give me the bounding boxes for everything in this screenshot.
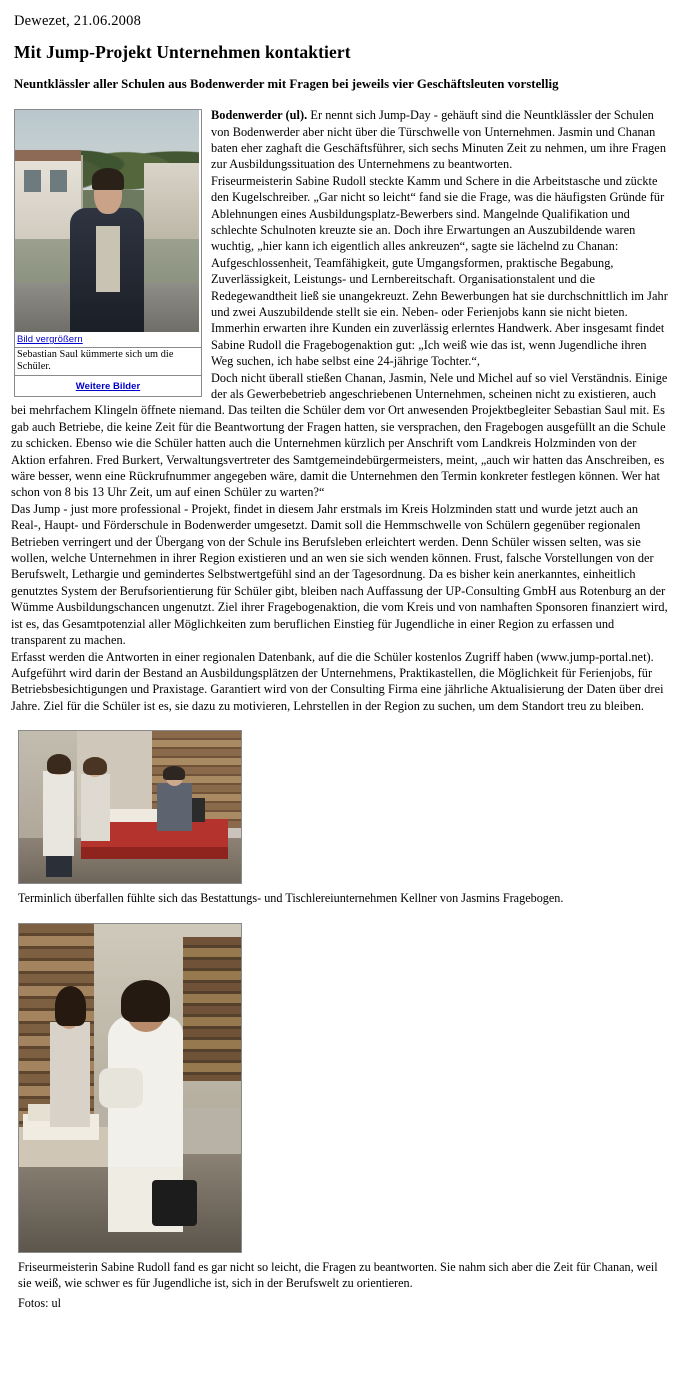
more-images-link[interactable]: Weitere Bilder: [75, 381, 141, 393]
secondary-photo-caption: Terminlich überfallen fühlte sich das Bestattungs- und Tischlereiunternehmen Kellner von Jasmins Fragebogen.: [18, 891, 564, 906]
main-photo-caption: Sebastian Saul kümmerte sich um die Schüler.: [15, 347, 201, 376]
article-paragraph-3: Doch nicht überall stießen Chanan, Jasmin, Nele und Michel auf so viel Verständnis. Einige der als Gewerbebetrieb angeschriebenen Unternehmen, scheinen nicht zu existieren, auch bei mehrfachem Klingeln öffnete niemand. Das teilten die Schüler dem vor Ort anwesenden Projektbegleiter Sebastian Saul mit. Es gab auch Betriebe, die keine Zeit für die Beantwortung der Fragen hatten, sie versprachen, den Fragebogen ausgefüllt an die Schule zu schicken. Ebenso wie die Schüler hatten auch die Unternehmen kürzlich per Anschrift vom Landkreis Holzminden von der Aktion erfahren. Fred Burkert, Verwaltungsvertreter des Samtgemeindebürgermeisters, meint, „auch wir hatten das Anschreiben, es wäre besser, wenn eine Rückrufnummer angegeben wäre, damit die Unternehmen den Termin konkreter festlegen können. Wer hat schon von 8 bis 13 Uhr Zeit, um auf einen Schüler zu warten?“: [11, 370, 668, 500]
article-body: [11, 107, 668, 714]
secondary-photo-image: [18, 730, 242, 884]
article-lead-in: Bodenwerder (ul).: [211, 108, 308, 123]
tertiary-photo-block: [11, 923, 668, 1312]
source-line: Dewezet, 21.06.2008: [14, 13, 142, 29]
main-photo-image: [15, 110, 199, 332]
article-paragraph-4: Das Jump - just more professional - Projekt, findet in diesem Jahr erstmals im Kreis Holzminden statt und wurde jetzt auch an Real-, Haupt- und Förderschule in Bodenwerder umgesetzt. Damit soll die Hemmschwelle von Schülern gegenüber regionalen Betrieben verringert und der Übergang von der Schule ins Berufsleben erleichtert werden. Denn Schüler wissen selten, was sie wollen, welche Unternehmen in ihrer Region existieren und an wen sie sich wenden können. Frust, falsche Vorstellungen von der Berufswelt, Lethargie und gemindertes Selbstwertgefühl sind an der Tagesordnung. Da es bisher kein anerkanntes, einheitlich genutztes System der Berufsorientierung für Schüler gibt, bleiben nach Auffassung der UP-Consulting GmbH aus Rotenburg an der Wümme Ausbildungschancen ungenutzt. Ziel ihrer Fragebogenaktion, die vom Kreis und von namhaften Sponsoren finanziert wird, ist es, das Gesamtpotenzial aller Möglichkeiten zum beruflichen Einstieg für Jugendliche in einer Region zu erfassen und transparent zu machen.: [11, 501, 668, 648]
tertiary-photo-image: [18, 923, 242, 1253]
secondary-photo-block: [11, 730, 668, 907]
main-photo-box: [14, 109, 202, 397]
tertiary-photo-caption: Friseurmeisterin Sabine Rudoll fand es gar nicht so leicht, die Fragen zu beantworten. Sie nahm sich aber die Zeit für Chanan, weil sie weiß, wie schwer es für Jugendliche ist, sich in der Berufswelt zu orientieren.: [18, 1260, 658, 1290]
article-paragraph-2: Friseurmeisterin Sabine Rudoll steckte Kamm und Schere in die Arbeitstasche und zückte den Kugelschreiber. „Gar nicht so leicht“ fand sie die Frage, was die häufigsten Gründe für Ablehnungen eines Ausbildungsplatz-Bewerbers sind. Mangelnde Qualifikation und schlechte Schulnoten kreuzte sie an. Doch ihre Erwartungen an Auszubildende waren wuchtig, „hier kann ich eigentlich alles ankreuzen“, sagte sie lächelnd zu Chanan: Aufgeschlossenheit, Teamfähigkeit, gute Umgangsformen, praktische Begabung, Zuverlässigkeit, Leistungs- und Lernbereitschaft. Organisationstalent und die Redegewandtheit ließ sie unangekreuzt. Zehn Bewerbungen hat sie durchschnittlich im Jahr und zwei Auszubildende stellt sie ein. Neben- oder Ferienjobs kann sie nicht bieten. Immerhin erwarten ihre Kunden ein zuverlässig erlerntes Handwerk. Aber insgesamt findet Sabine Rudoll die Fragebogenaktion gut: „Ich weiß wie das ist, wenn Jugendliche ihren Weg suchen, ich habe selbst eine 24-jährige Tochter.“,: [211, 173, 668, 369]
enlarge-image-link[interactable]: Bild vergrößern: [17, 334, 83, 346]
subheadline: Neuntklässler aller Schulen aus Bodenwerder mit Fragen bei jeweils vier Geschäftsleuten vorstellig: [14, 77, 559, 92]
article-paragraph-1-text: Er nennt sich Jump-Day - gehäuft sind die Neuntklässler der Schulen von Bodenwerder aber nicht über die Türschwelle von Unternehmen. Jasmin und Chanan baten eher zaghaft die Geschäftsführer, sich sechs Minuten Zeit zu nehmen, um ihre Fragen zur Ausbildungssituation des Unternehmens zu beantworten.: [211, 108, 667, 172]
article-paragraph-5: Erfasst werden die Antworten in einer regionalen Datenbank, auf die die Schüler kostenlos Zugriff haben (www.jump-portal.net). Aufgeführt wird darin der Bestand an Ausbildungsplätzen der Unternehmens, Praktikastellen, die Möglichkeit für Ferienjobs, für Betriebsbesichtigungen und Praxistage. Garantiert wird von der Consulting Firma eine jährliche Aktualisierung der Daten über drei Jahre. Ziel für die Schüler ist es, sie dazu zu motivieren, Lehrstellen in der Region zu suchen, um dem Standort treu zu bleiben.: [11, 649, 664, 713]
photo-credit: Fotos: ul: [18, 1295, 62, 1310]
more-images-bar: [15, 375, 201, 396]
page-title: Mit Jump-Projekt Unternehmen kontaktiert: [14, 42, 351, 63]
